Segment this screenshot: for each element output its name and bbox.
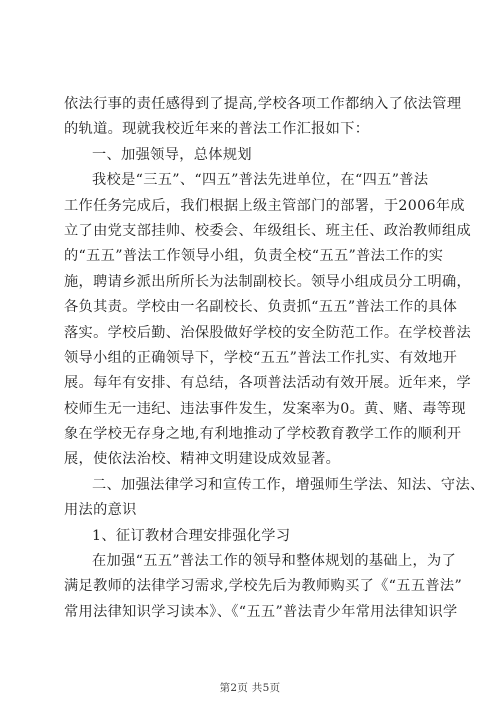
text-line: 1、征订教材合理安排强化学习	[92, 527, 291, 544]
text-line: 领导小组的正确领导下，学校“五五”普法工作扎实、有效地开	[64, 349, 458, 366]
text-line: 满足教师的法律学习需求,学校先后为教师购买了《“五五普法”	[64, 578, 463, 595]
document-body	[64, 92, 485, 625]
text-line: 一、加强领导，总体规划	[92, 146, 252, 163]
text-line: 施，聘请乡派出所所长为法制副校长。领导小组成员分工明确，	[64, 273, 472, 290]
text-line: 展，使依法治校、精神文明建设成效显著。	[64, 451, 341, 468]
text-line: 立了由党支部挂帅、校委会、年级组长、班主任、政治教师组成	[64, 222, 472, 239]
text-line: 象在学校无存身之地,有利地推动了学校教育教学工作的顺利开	[64, 426, 462, 443]
text-line: 工作任务完成后，我们根据上级主管部门的部署，于2006年成	[64, 197, 465, 214]
text-line: 二、加强法律学习和宣传工作，增强师生学法、知法、守法、	[92, 476, 485, 493]
text-line: 落实。学校后勤、治保股做好学校的安全防范工作。在学校普法	[64, 324, 472, 341]
text-line: 用法的意识	[64, 502, 137, 519]
text-line: 常用法律知识学习读本》、《“五五”普法青少年常用法律知识学	[64, 603, 458, 620]
text-line: 在加强“五五”普法工作的领导和整体规划的基础上，为了	[92, 553, 457, 570]
text-line: 的轨道。现就我校近年来的普法工作汇报如下：	[64, 121, 370, 138]
text-line: 校师生无一违纪、违法事件发生，发案率为0。黄、赌、毒等现	[64, 400, 466, 417]
text-line: 的“五五”普法工作领导小组，负责全校“五五”普法工作的实	[64, 248, 444, 265]
page-footer: 第2页 共5页	[219, 682, 281, 694]
text-line: 展。每年有安排、有总结，各项普法活动有效开展。近年来，学	[64, 375, 472, 392]
text-line: 依法行事的责任感得到了提高,学校各项工作都纳入了依法管理	[64, 96, 462, 112]
text-line: 我校是“三五”、“四五”普法先进单位，在“四五”普法	[92, 172, 429, 189]
text-line: 各负其责。学校由一名副校长、负责抓“五五”普法工作的具体	[64, 299, 458, 316]
